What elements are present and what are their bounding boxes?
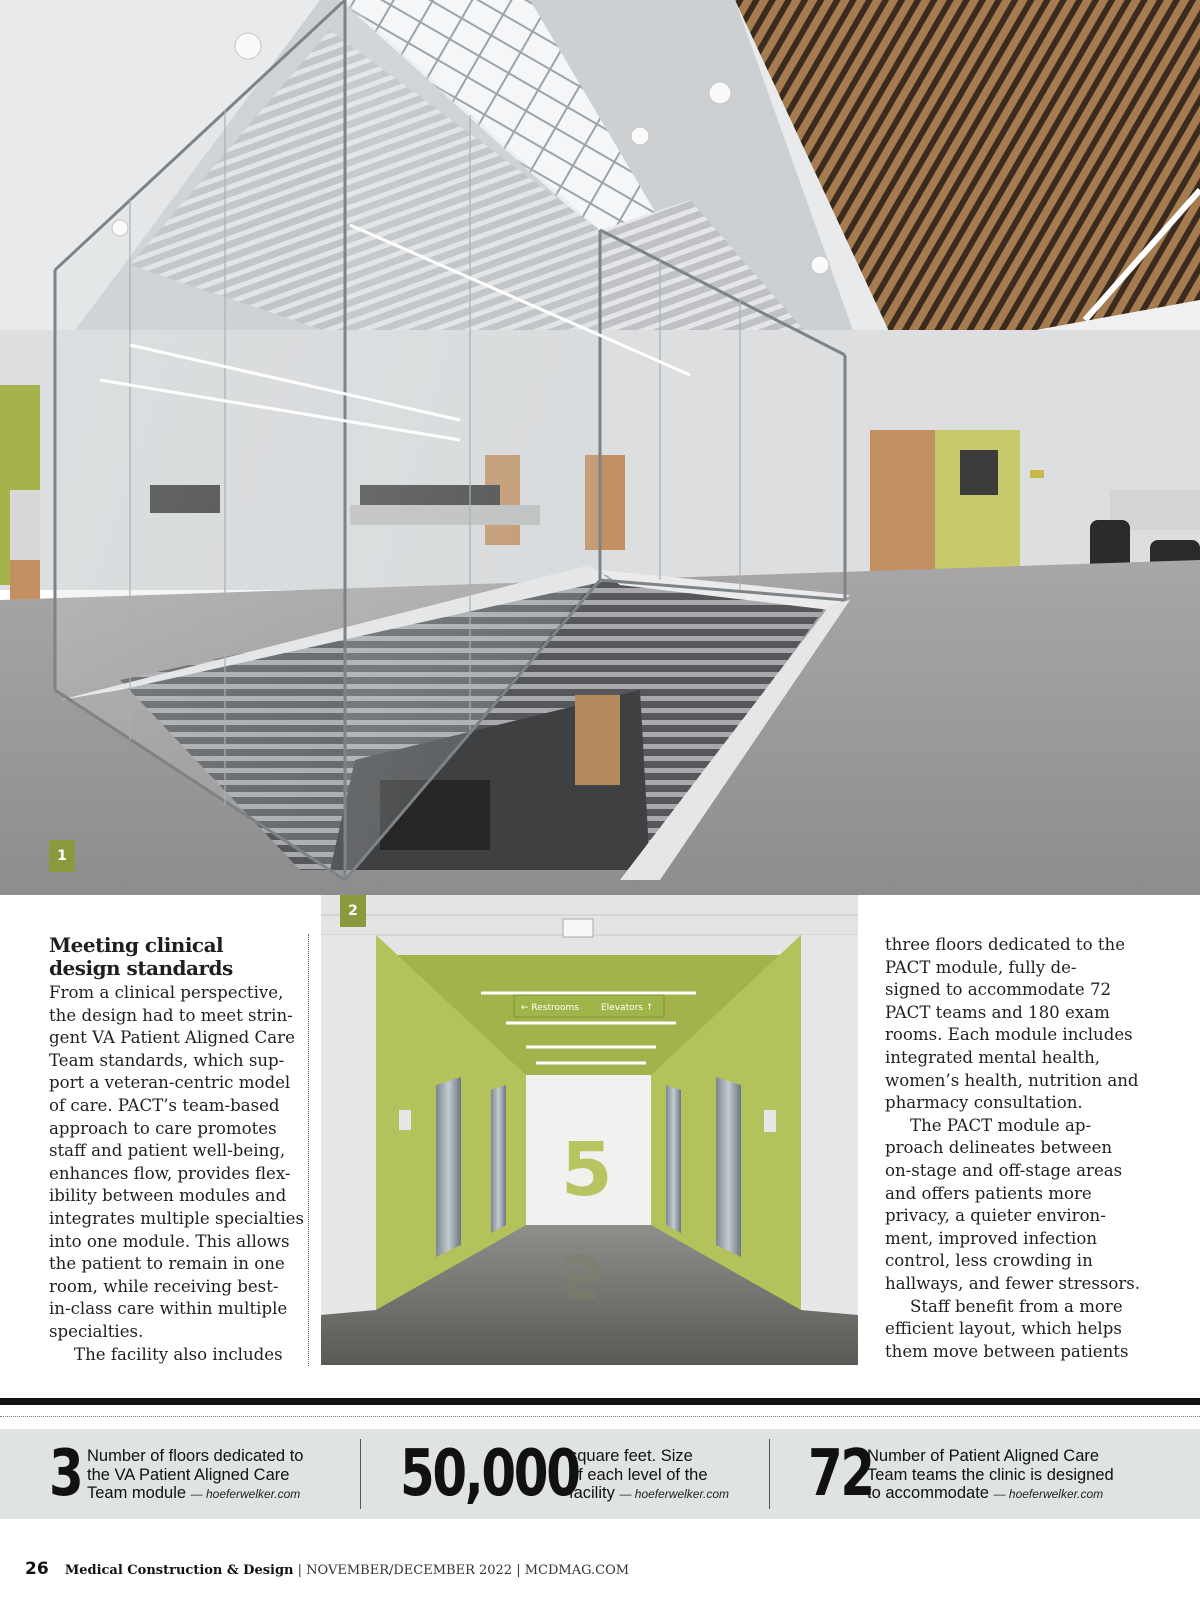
stat-square-feet (400, 1429, 580, 1519)
text-line: integrates multiple specialties (49, 1208, 305, 1228)
page-footer (25, 1559, 629, 1579)
text-line: rooms. Each module includes (885, 1025, 1133, 1045)
stat-line: Number of floors dedicated to (87, 1447, 304, 1465)
floor-number-reflection: 5 (561, 1240, 603, 1310)
stat-line: Team teams the clinic is designed (867, 1465, 1114, 1484)
text-line: Staff benefit from a more (910, 1296, 1123, 1316)
stat-line: facility (569, 1484, 615, 1502)
text-line: signed to accommodate 72 (885, 980, 1112, 1000)
text-line: The facility also includes (74, 1344, 283, 1364)
text-line: ibility between modules and (49, 1186, 287, 1206)
text-line: them move between patients (885, 1341, 1129, 1361)
stat-line: the VA Patient Aligned Care (87, 1465, 290, 1484)
floor-number-graphic: 5 (561, 1127, 613, 1213)
dotted-rule (0, 1416, 1200, 1417)
text-line: PACT module, fully de- (885, 957, 1077, 977)
text-line: approach to care promotes (49, 1118, 277, 1138)
text-line: From a clinical perspective, (49, 983, 284, 1002)
text-line: the patient to remain in one (49, 1254, 285, 1274)
sign-elevators: Elevators ↑ (601, 1003, 654, 1013)
heading-line: Meeting clinical (49, 933, 224, 957)
text-line: gent VA Patient Aligned Care (49, 1028, 295, 1048)
stat-divider (769, 1439, 770, 1509)
article-left-column (49, 933, 305, 1366)
elevator-lobby-photo (321, 895, 858, 1365)
text-line: women’s health, nutrition and (885, 1070, 1139, 1090)
column-divider (308, 934, 309, 1366)
text-line: on-stage and off-stage areas (885, 1160, 1123, 1180)
text-line: proach delineates between (885, 1138, 1113, 1158)
section-heading (49, 934, 294, 980)
text-line: the design had to meet strin- (49, 1005, 293, 1025)
stat-source: — hoeferwelker.com (190, 1487, 301, 1501)
stat-description (867, 1447, 1114, 1504)
stat-description (87, 1447, 303, 1504)
text-line: enhances flow, provides flex- (49, 1163, 291, 1183)
stat-source: — hoeferwelker.com (619, 1487, 730, 1501)
text-line: specialties. (49, 1321, 144, 1341)
photo-1-badge: 1 (49, 840, 75, 872)
text-line: three floors dedicated to the (885, 935, 1126, 954)
text-line: room, while receiving best- (49, 1276, 279, 1296)
issue-info: | NOVEMBER/DECEMBER 2022 | MCDMAG.COM (297, 1563, 630, 1578)
stat-divider (360, 1439, 361, 1509)
elevator-lobby-illustration (321, 895, 858, 1365)
text-line: control, less crowding in (885, 1251, 1093, 1271)
text-line: port a veteran-centric model (49, 1073, 291, 1093)
text-line: pharmacy consultation. (885, 1093, 1083, 1113)
magazine-name: Medical Construction & Design (64, 1563, 294, 1578)
text-line: The PACT module ap- (910, 1115, 1092, 1135)
body-paragraph (885, 934, 1175, 1363)
page-number: 26 (25, 1559, 49, 1579)
heading-line: design standards (49, 956, 233, 980)
text-line: of care. PACT’s team-based (49, 1095, 280, 1115)
body-paragraph (49, 982, 305, 1366)
text-line: PACT teams and 180 exam (885, 1002, 1110, 1022)
text-line: efficient layout, which helps (885, 1319, 1122, 1339)
stat-source: — hoeferwelker.com (993, 1487, 1104, 1501)
stat-line: square feet. Size (569, 1447, 693, 1465)
text-line: staff and patient well-being, (49, 1141, 286, 1161)
stat-line: to accommodate (867, 1484, 989, 1502)
stat-number: 50,000 (400, 1437, 579, 1511)
sign-restrooms: ← Restrooms (521, 1003, 579, 1013)
article-right-column (885, 934, 1175, 1363)
stat-line: Team module (87, 1484, 187, 1502)
stat-number: 3 (49, 1437, 82, 1511)
text-line: and offers patients more (885, 1183, 1092, 1203)
section-rule (0, 1398, 1200, 1405)
stats-bar (0, 1429, 1200, 1519)
text-line: privacy, a quieter environ- (885, 1206, 1106, 1226)
stat-description (569, 1447, 729, 1504)
text-line: ment, improved infection (885, 1228, 1098, 1248)
stat-line: of each level of the (569, 1465, 708, 1484)
stat-line: Number of Patient Aligned Care (867, 1447, 1100, 1465)
stat-number: 72 (808, 1437, 873, 1511)
text-line: integrated mental health, (885, 1047, 1101, 1067)
text-line: in-class care within multiple (49, 1299, 288, 1319)
photo-2-badge: 2 (340, 895, 366, 927)
text-line: Team standards, which sup- (49, 1050, 285, 1070)
text-line: hallways, and fewer stressors. (885, 1273, 1141, 1293)
text-line: into one module. This allows (49, 1231, 290, 1251)
